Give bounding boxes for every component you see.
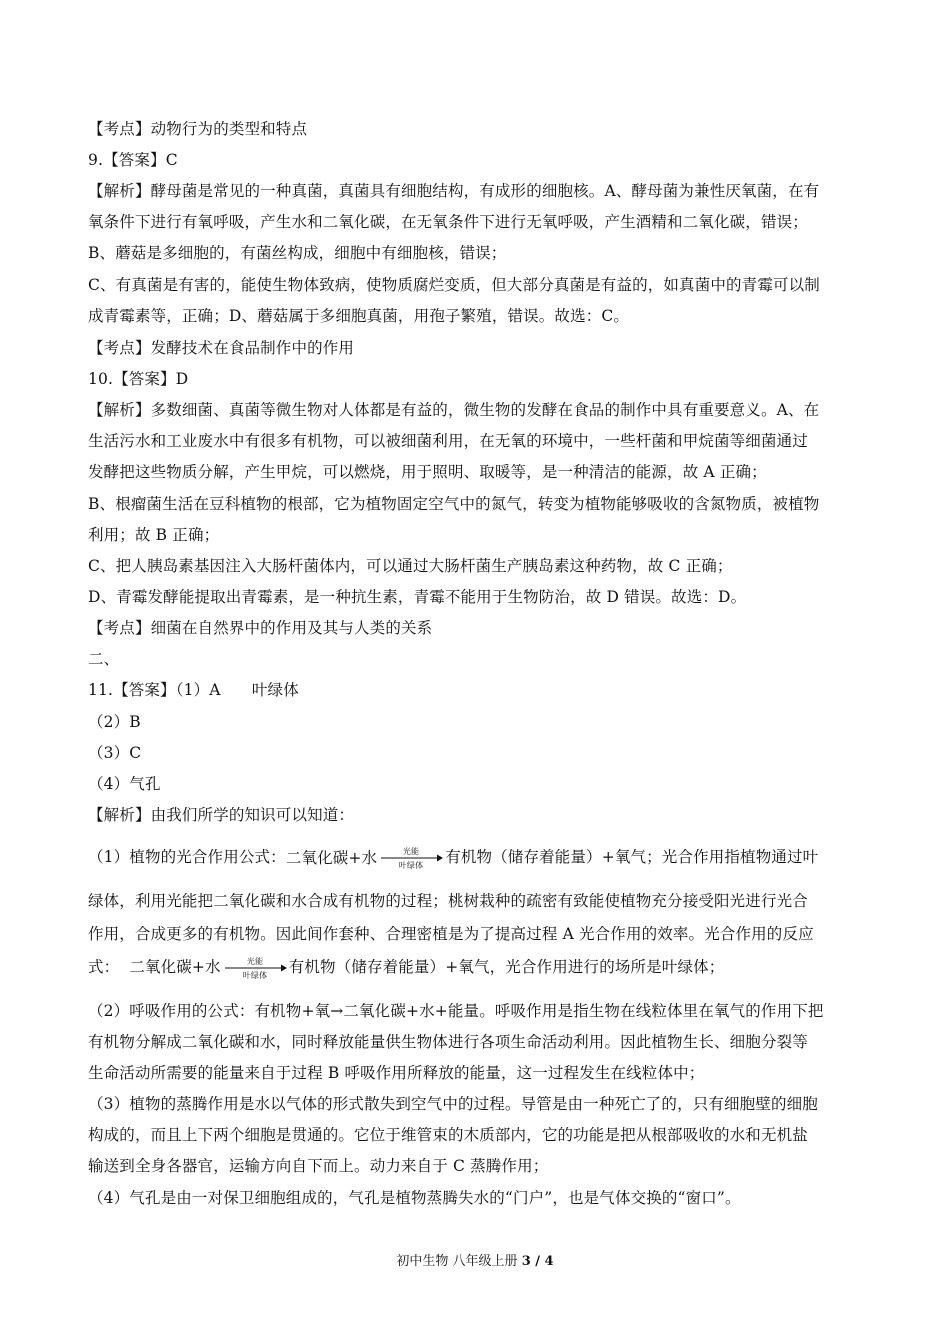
analysis-line: B、根瘤菌生活在豆科植物的根部，它为植物固定空气中的氮气，转变为植物能够吸收的含氮物质，被植物 [88,495,820,513]
equation-reactants: 二氧化碳+水 [285,849,378,867]
analysis-line: （4）气孔是由一对保卫细胞组成的，气孔是植物蒸腾失水的“门户”，也是气体交换的“窗口”。 [88,1189,741,1207]
analysis-line: 绿体，利用光能把二氧化碳和水合成有机物的过程；桃树栽种的疏密有致能使植物充分接受阳光进行光合 [88,892,808,910]
equation-reactants: 二氧化碳+水 [129,958,221,976]
analysis-line: 有机物分解成二氧化碳和水，同时释放能量供生物体进行各项生命活动利用。因此植物生长、细胞分裂等 [88,1033,808,1051]
analysis-line: 输送到全身各器官，运输方向自下而上。动力来自于 C 蒸腾作用； [88,1157,549,1175]
arrow-label-below: 叶绿体 [398,861,424,870]
arrow-label-above: 光能 [403,847,420,856]
answer-line: （3）C [88,744,142,762]
answer-line: （2）B [88,713,141,731]
analysis-line: （3）植物的蒸腾作用是水以气体的形式散失到空气中的过程。导管是由一种死亡了的，只有细胞壁的细胞 [88,1095,818,1113]
analysis-line: 氧条件下进行有氧呼吸，产生水和二氧化碳，在无氧条件下进行无氧呼吸，产生酒精和二氧化碳，错误； [88,213,808,231]
analysis-line: 【解析】由我们所学的知识可以知道： [88,806,355,824]
analysis-line: （2）呼吸作用的公式：有机物+氧→二氧化碳+水+能量。呼吸作用是指生物在线粒体里在氧气的作用下把 [88,1002,824,1020]
analysis-line: 成青霉素等，正确；D、蘑菇属于多细胞真菌，用孢子繁殖，错误。故选：C。 [88,307,630,325]
equation-products: 有机物（储存着能量）+氧气 [445,848,647,866]
analysis-line: 发酵把这些物质分解，产生甲烷，可以燃烧，用于照明、取暖等，是一种清洁的能源，故 A 正确； [88,463,767,481]
keypoint-line: 【考点】发酵技术在食品制作中的作用 [88,339,355,357]
section-heading: 二、 [88,650,120,668]
answer-line: 11.【答案】（1）A 叶绿体 [88,681,299,699]
analysis-line: 生活污水和工业废水中有很多有机物，可以被细菌利用，在无氧的环境中，一些杆菌和甲烷菌等细菌通过 [88,432,808,450]
equation-suffix: ，光合作用进行的场所是叶绿体； [489,958,725,976]
analysis-line: 【解析】多数细菌、真菌等微生物对人体都是有益的，微生物的发酵在食品的制作中具有重要意义。A、在 [88,401,820,419]
analysis-line: 利用；故 B 正确； [88,526,220,544]
photosynthesis-equation [286,847,377,869]
equation-suffix: ；光合作用指植物通过叶 [646,848,819,866]
equation-prefix: 式： [88,958,120,976]
answer-line: 9.【答案】C [88,151,178,169]
reaction-arrow [223,955,287,981]
answer-line: （4）气孔 [88,775,161,793]
analysis-line: C、有真菌是有害的，能使生物体致病，使物质腐烂变质，但大部分真菌是有益的，如真菌中的青霉可以制 [88,276,820,294]
answer-line: 10.【答案】D [88,370,189,388]
analysis-line: B、蘑菇是多细胞的，有菌丝构成，细胞中有细胞核，错误； [88,244,507,262]
reaction-arrow-icon [223,955,287,981]
photosynthesis-equation-line [88,955,878,981]
arrow-label-below: 叶绿体 [242,971,267,980]
arrow-label-above: 光能 [246,957,263,966]
footer-title: 初中生物 八年级上册 [396,1254,518,1269]
analysis-line: 生命活动所需要的能量来自于过程 B 呼吸作用所释放的能量，这一过程发生在线粒体中； [88,1064,705,1082]
photosynthesis-equation-line [88,845,878,871]
page-footer [0,1252,950,1272]
reaction-arrow [379,845,443,871]
page-number: 3 / 4 [521,1254,554,1269]
analysis-line: C、把人胰岛素基因注入大肠杆菌体内，可以通过大肠杆菌生产胰岛素这种药物，故 C 正确； [88,557,733,575]
keypoint-line: 【考点】动物行为的类型和特点 [88,120,308,138]
keypoint-line: 【考点】细菌在自然界中的作用及其与人类的关系 [88,619,433,637]
analysis-line: 【解析】酵母菌是常见的一种真菌，真菌具有细胞结构，有成形的细胞核。A、酵母菌为兼性厌氧菌，在有 [88,182,820,200]
equation-prefix: （1）植物的光合作用公式： [88,848,286,866]
reaction-arrow-icon [379,845,443,871]
equation-products: 有机物（储存着能量）+氧气 [288,958,490,976]
analysis-line: 构成的，而且上下两个细胞是贯通的。它位于维管束的木质部内，它的功能是把从根部吸收的水和无机盐 [88,1126,808,1144]
analysis-line: D、青霉发酵能提取出青霉素，是一种抗生素，青霉不能用于生物防治，故 D 错误。故选：D。 [88,588,747,606]
analysis-line: 作用，合成更多的有机物。因此间作套种、合理密植是为了提高过程 A 光合作用的效率。光合作用的反应 [88,925,814,943]
